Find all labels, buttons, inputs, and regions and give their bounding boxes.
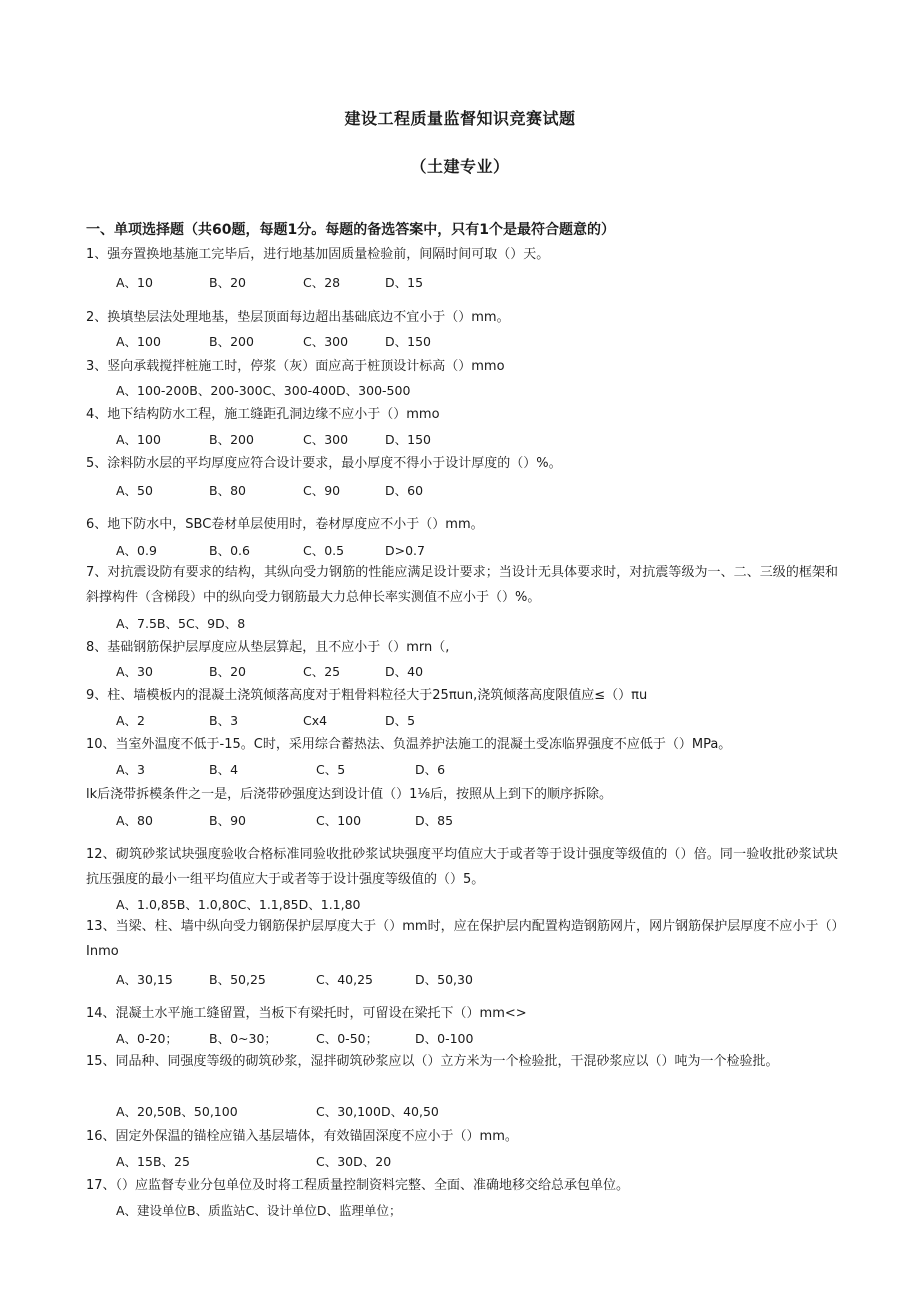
option-a: A、30 [116, 664, 153, 679]
option-ab: A、15B、25 [116, 1154, 190, 1169]
option-d: D>0.7 [385, 543, 425, 558]
option-a: A、100 [116, 334, 161, 349]
question-12: 12、砌筑砂浆试块强度验收合格标准同验收批砂浆试块强度平均值应大于或者等于设计强度等级值的（）倍。同一验收批砂浆试块抗压强度的最小一组平均值应大于或者等于设计强度等级值的（）5。 [86, 847, 838, 887]
option-c: C、25 [303, 664, 341, 679]
option-a: A、0.9 [116, 543, 157, 558]
option-d: D、85 [415, 813, 454, 828]
question-1: 1、强夯置换地基施工完毕后，进行地基加固质量检验前，间隔时间可取（）天。 [86, 247, 550, 262]
question-7: 7、对抗震设防有要求的结构，其纵向受力钢筋的性能应满足设计要求；当设计无具体要求时，对抗震等级为一、二、三级的框架和斜撑构件（含梯段）中的纵向受力钢筋最大力总伸长率实测值不应小于（）%。 [86, 565, 838, 605]
option-d: D、5 [385, 713, 416, 728]
option-c: C、300 [303, 334, 349, 349]
option-b: B、80 [209, 483, 246, 498]
option-c: C、90 [303, 483, 341, 498]
question-3: 3、竖向承载搅拌桩施工时，停浆（灰）面应高于桩顶设计标高（）mmo [86, 359, 505, 374]
option-b: B、0~30； [209, 1031, 277, 1046]
option-b: B、200 [209, 432, 254, 447]
option-c: C、100 [316, 813, 362, 828]
option-d: D、40 [385, 664, 424, 679]
option-a: A、80 [116, 813, 153, 828]
question-11: lk后浇带拆模条件之一是，后浇带砂强度达到设计值（）1⅛后，按照从上到下的顺序拆除。 [86, 787, 613, 802]
option-b: B、90 [209, 813, 246, 828]
option-a: A、2 [116, 713, 146, 728]
option-c: C、28 [303, 275, 341, 290]
question-5: 5、涂料防水层的平均厚度应符合设计要求，最小厚度不得小于设计厚度的（）%。 [86, 456, 562, 471]
question-16: 16、固定外保温的锚栓应锚入基层墙体，有效锚固深度不应小于（）mm。 [86, 1129, 518, 1144]
option-a: A、0-20； [116, 1031, 178, 1046]
option-c: C、300 [303, 432, 349, 447]
question-6: 6、地下防水中，SBC卷材单层使用时，卷材厚度应不小于（）mm。 [86, 517, 484, 532]
option-combined: A、1.0,85B、1.0,80C、1.1,85D、1.1,80 [116, 897, 361, 912]
option-c: C、5 [316, 762, 346, 777]
option-combined: A、建设单位B、质监站C、设计单位D、监理单位； [116, 1203, 402, 1218]
option-b: B、50,25 [209, 972, 266, 987]
option-b: B、4 [209, 762, 239, 777]
option-c: C、40,25 [316, 972, 374, 987]
option-a: A、10 [116, 275, 153, 290]
option-d: D、60 [385, 483, 424, 498]
option-a: A、50 [116, 483, 153, 498]
question-15: 15、同品种、同强度等级的砌筑砂浆，湿拌砌筑砂浆应以（）立方米为一个检验批，干混砂浆应以（）吨为一个检验批。 [86, 1054, 779, 1069]
question-2: 2、换填垫层法处理地基，垫层顶面每边超出基础底边不宜小于（）mm。 [86, 310, 510, 325]
option-ab: A、20,50B、50,100 [116, 1104, 238, 1119]
document-title: 建设工程质量监督知识竞赛试题 [344, 109, 576, 128]
question-13: 13、当梁、柱、墙中纵向受力钢筋保护层厚度大于（）mm时，应在保护层内配置构造钢筋网片，网片钢筋保护层厚度不应小于（）Inmo [86, 919, 838, 959]
option-c: C、0-50； [316, 1031, 379, 1046]
option-combined: A、7.5B、5C、9D、8 [116, 616, 246, 631]
option-b: B、200 [209, 334, 254, 349]
option-a: A、30,15 [116, 972, 173, 987]
option-b: B、20 [209, 664, 246, 679]
option-d: D、0-100 [415, 1031, 474, 1046]
option-b: B、20 [209, 275, 246, 290]
option-combined: A、100-200B、200-300C、300-400D、300-500 [116, 383, 411, 398]
question-8: 8、基础钢筋保护层厚度应从垫层算起，且不应小于（）mrn（, [86, 640, 450, 655]
option-c: Cx4 [303, 713, 328, 728]
question-14: 14、混凝土水平施工缝留置，当板下有梁托时，可留设在梁托下（）mm<> [86, 1006, 527, 1021]
option-cd: C、30D、20 [316, 1154, 392, 1169]
document-subtitle: （土建专业） [410, 157, 510, 176]
question-10: 10、当室外温度不低于-15。C时，采用综合蓄热法、负温养护法施工的混凝土受冻临界强度不应低于（）MPa。 [86, 737, 732, 752]
option-b: B、3 [209, 713, 239, 728]
question-17: 17、（）应监督专业分包单位及时将工程质量控制资料完整、全面、准确地移交给总承包单位。 [86, 1178, 630, 1193]
question-9: 9、柱、墙模板内的混凝土浇筑倾落高度对于粗骨料粒径大于25πun,浇筑倾落高度限值应≤（）πu [86, 688, 648, 703]
option-d: D、15 [385, 275, 424, 290]
option-cd: C、30,100D、40,50 [316, 1104, 439, 1119]
option-d: D、150 [385, 432, 431, 447]
question-4: 4、地下结构防水工程，施工缝距孔洞边缘不应小于（）mmo [86, 407, 440, 422]
section-heading: 一、单项选择题（共60题，每题1分。每题的备选答案中，只有1个是最符合题意的） [86, 222, 615, 238]
option-a: A、3 [116, 762, 146, 777]
option-d: D、150 [385, 334, 431, 349]
option-d: D、6 [415, 762, 446, 777]
option-b: B、0.6 [209, 543, 250, 558]
option-a: A、100 [116, 432, 161, 447]
option-c: C、0.5 [303, 543, 345, 558]
option-d: D、50,30 [415, 972, 473, 987]
